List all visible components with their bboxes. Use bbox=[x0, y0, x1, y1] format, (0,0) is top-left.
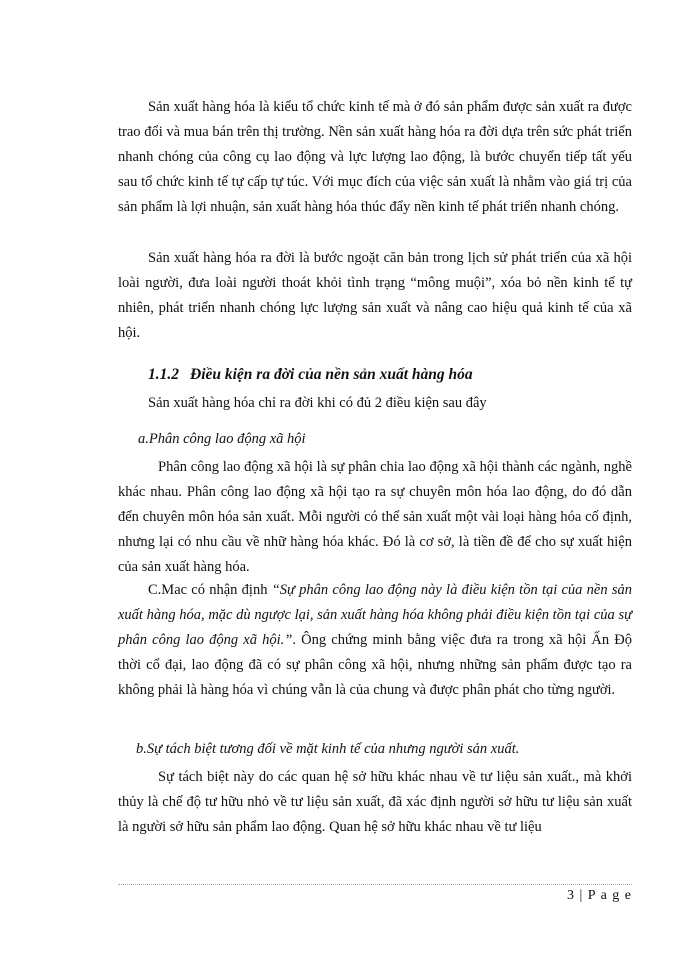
section-title: Điều kiện ra đời của nền sản xuất hàng hóa bbox=[190, 366, 473, 383]
page-number: 3 | P a g e bbox=[567, 888, 632, 903]
paragraph-3: Phân công lao động xã hội là sự phân chia lao động xã hội thành các ngành, nghề khác nhau. Phân công lao động xã hội tạo ra sự chuyên môn hóa lao động, do đó dẫn đến chuyên môn hóa sản xuất. Mỗi người có thể sản xuất một vài loại hàng hóa cố định, nhưng lại có nhu cầu về nhữ hàng hóa khác. Đó là cơ sở, là tiền đề để cho sự xuất hiện của sản xuất hàng hóa. bbox=[118, 459, 632, 575]
subheading-a: a.Phân công lao động xã hội bbox=[138, 431, 306, 447]
section-heading bbox=[148, 366, 473, 384]
marx-quote: “Sự phân công lao động này là điều kiện tồn tại của nền sản xuất hàng hóa, mặc dù ngược lại, sản xuất hàng hóa không phải điều kiện tồn tại của sự phân công lao động xã hội.” bbox=[118, 582, 632, 648]
footer-divider bbox=[118, 884, 632, 885]
subheading-b: b.Sự tách biệt tương đối về mặt kinh tế của nhưng người sản xuất. bbox=[136, 741, 520, 757]
paragraph-2: Sản xuất hàng hóa ra đời là bước ngoặt căn bản trong lịch sử phát triển của xã hội loài người, đưa loài người thoát khỏi tình trạng “mông muội”, xóa bỏ nền kinh tế tự nhiên, phát triển nhanh chóng lực lượng sản xuất và nâng cao hiệu quả kinh tế của xã hội. bbox=[118, 250, 632, 341]
paragraph-5: Sự tách biệt này do các quan hệ sở hữu khác nhau về tư liệu sản xuất., mà khởi thủy là chế độ tư hữu nhỏ về tư liệu sản xuất, đã xác định người sở hữu tư liệu sản xuất là người sở hữu sản phẩm lao động. Quan hệ sở hữu khác nhau về tư liệu bbox=[118, 769, 632, 835]
paragraph-4: C.Mac có nhận định “Sự phân công lao động này là điều kiện tồn tại của nền sản xuất hàng hóa, mặc dù ngược lại, sản xuất hàng hóa không phải điều kiện tồn tại của sự phân công lao động xã hội.”. Ông chứng minh bằng việc đưa ra trong xã hội Ấn Độ thời cổ đại, lao động đã có sự phân công xã hội, nhưng những sản phẩm được tạo ra không phải là hàng hóa vì chúng vẫn là của chung và được phân phát cho từng người. bbox=[118, 582, 632, 698]
intro-paragraph: Sản xuất hàng hóa chỉ ra đời khi có đủ 2 điều kiện sau đây bbox=[148, 395, 487, 411]
paragraph-1: Sản xuất hàng hóa là kiểu tổ chức kinh tế mà ở đó sản phẩm được sản xuất ra được trao đổi và mua bán trên thị trường. Nền sản xuất hàng hóa ra đời dựa trên sức phát triển nhanh chóng của công cụ lao động và lực lượng lao động, là bước chuyển tiếp tất yếu sau tổ chức kinh tế tự cấp tự túc. Với mục đích của việc sản xuất là nhằm vào giá trị của sản phẩm là lợi nhuận, sản xuất hàng hóa thúc đẩy nền kinh tế phát triển nhanh chóng. bbox=[118, 99, 632, 215]
section-number: 1.1.2 bbox=[148, 366, 179, 383]
